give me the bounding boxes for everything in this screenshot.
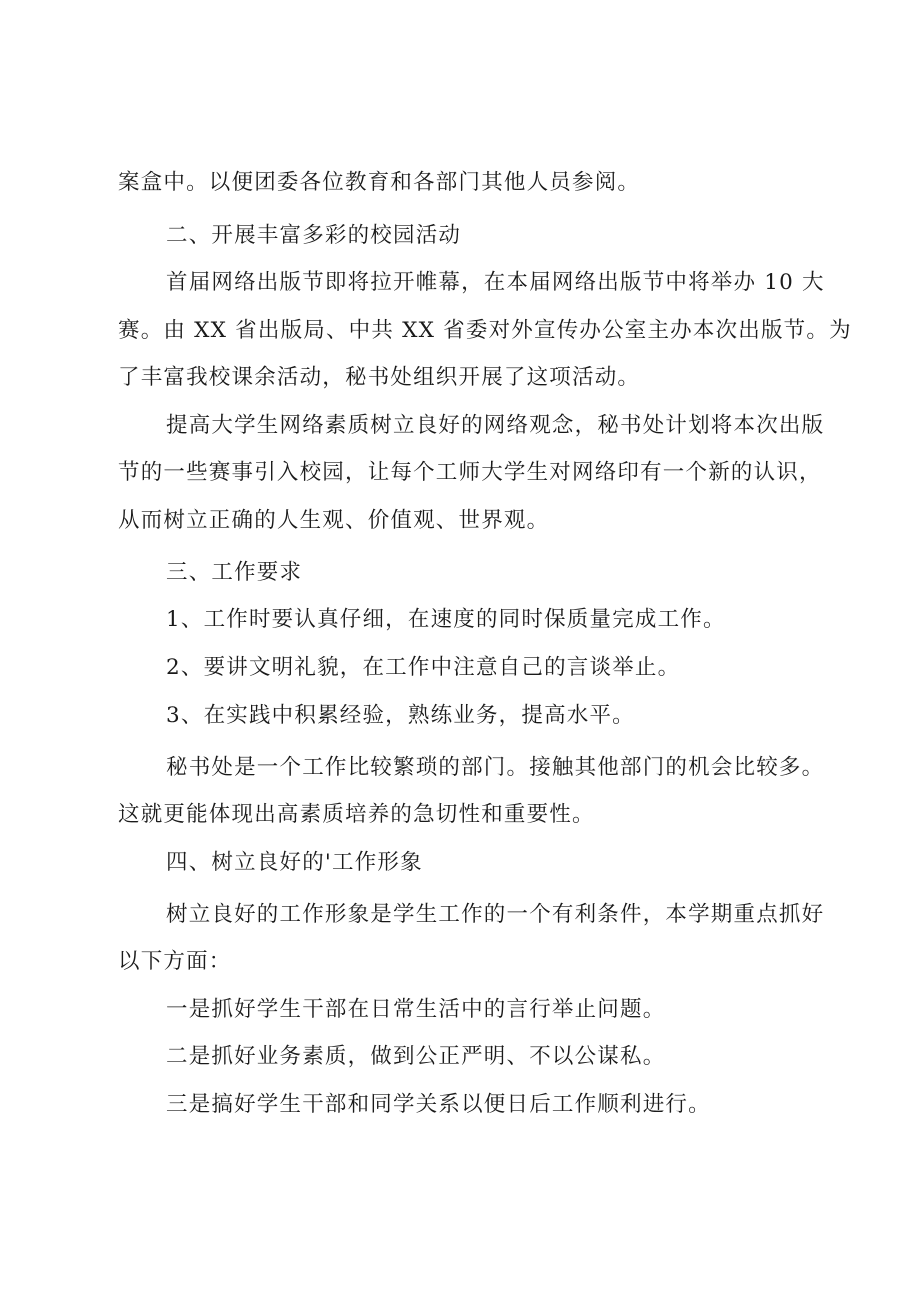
section-heading-image: 四、树立良好的'工作形象 (166, 850, 423, 875)
list-item: 3、在实践中积累经验，熟练业务，提高水平。 (166, 703, 635, 728)
section-heading-activities: 二、开展丰富多彩的校园活动 (166, 223, 462, 248)
paragraph-line: 节的一些赛事引入校园，让每个工师大学生对网络印有一个新的认识， (118, 460, 822, 485)
section-heading-requirements: 三、工作要求 (166, 560, 303, 585)
paragraph-line: 秘书处是一个工作比较繁琐的部门。接触其他部门的机会比较多。 (166, 755, 825, 780)
list-item: 三是搞好学生干部和同学关系以便日后工作顺利进行。 (166, 1092, 711, 1117)
paragraph-line: 从而树立正确的人生观、价值观、世界观。 (118, 508, 550, 533)
paragraph-line: 了丰富我校课余活动，秘书处组织开展了这项活动。 (118, 365, 641, 390)
paragraph-line: 赛。由 XX 省出版局、中共 XX 省委对外宣传办公室主办本次出版节。为 (118, 318, 852, 343)
paragraph-line: 提高大学生网络素质树立良好的网络观念，秘书处计划将本次出版 (166, 413, 825, 438)
list-item: 一是抓好学生干部在日常生活中的言行举止问题。 (166, 997, 666, 1022)
list-item: 2、要讲文明礼貌，在工作中注意自己的言谈举止。 (166, 655, 681, 680)
list-item: 二是抓好业务素质，做到公正严明、不以公谋私。 (166, 1044, 666, 1069)
paragraph-line: 案盒中。以便团委各位教育和各部门其他人员参阅。 (118, 170, 641, 195)
paragraph-line: 树立良好的工作形象是学生工作的一个有利条件，本学期重点抓好 (166, 902, 825, 927)
list-item: 1、工作时要认真仔细，在速度的同时保质量完成工作。 (166, 607, 726, 632)
paragraph-line: 以下方面： (118, 949, 232, 974)
paragraph-line: 首届网络出版节即将拉开帷幕，在本届网络出版节中将举办 10 大 (166, 270, 825, 295)
paragraph-line: 这就更能体现出高素质培养的急切性和重要性。 (118, 802, 595, 827)
